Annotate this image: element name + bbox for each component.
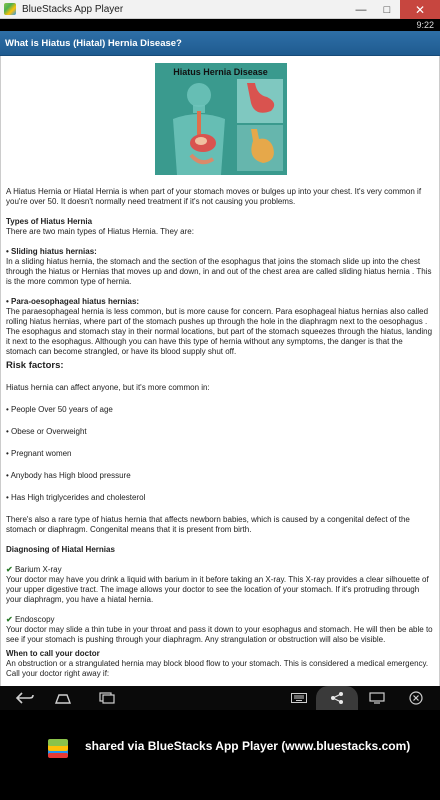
android-status-bar (0, 19, 440, 31)
intro-paragraph: A Hiatus Hernia or Hiatal Hernia is when part of your stomach moves or bulges up into your chest. It's very common if you're over 50. It doesn't normally need treatment if it's not causing you problems. (6, 187, 422, 206)
endoscopy-heading-label: Endoscopy (14, 615, 55, 624)
call-doctor-text: An obstruction or a strangulated hernia may block blood flow to your stomach. This is considered a medical emergency. Call your doctor right away if: (6, 659, 429, 678)
close-button[interactable]: ✕ (400, 0, 440, 19)
endoscopy-text: Your doctor may slide a thin tube in your throat and pass it down to your esophagus and stomach. He will then be able to see if your stomach is pushing through your diaphragm. Any strangulation or obstruction will also be visible. (6, 625, 433, 644)
check-icon: ✔ (6, 565, 13, 574)
illustration-title: Hiatus Hernia Disease (173, 67, 268, 77)
barium-heading (6, 565, 435, 575)
endoscopy-heading (6, 615, 435, 625)
barium-heading-label: Barium X-ray (14, 565, 62, 574)
para-heading: • Para-oesophageal hiatus hernias: (6, 297, 140, 306)
risk-item: • Pregnant women (6, 449, 72, 458)
barium-text: Your doctor may have you drink a liquid with barium in it before taking an X-ray. This X-ray provides a clear silhouette of your upper digestive tract. The image allows your doctor to see the location of your stomach. If it's protruding through your diaphragm, you have a hiatal hernia. (6, 575, 429, 604)
window-titlebar (0, 0, 440, 19)
close-circle-icon[interactable] (404, 686, 428, 710)
sliding-heading: • Sliding hiatus hernias: (6, 247, 97, 256)
window-title: BlueStacks App Player (22, 3, 124, 15)
shared-via-text: shared via BlueStacks App Player (www.bluestacks.com) (85, 739, 411, 753)
back-icon[interactable] (10, 686, 40, 710)
screen-icon[interactable] (364, 686, 390, 710)
risk-item: • Anybody has High blood pressure (6, 471, 131, 480)
keyboard-icon[interactable] (286, 686, 312, 710)
article-scroll-view[interactable] (0, 56, 440, 686)
recent-apps-icon[interactable] (92, 686, 122, 710)
rare-type-paragraph: There's also a rare type of hiatus hernia that affects newborn babies, which is caused by a congenital defect of the stomach or diaphragm. Congenital means that it is present from birth. (6, 515, 410, 534)
risk-item: • Obese or Overweight (6, 427, 87, 436)
types-intro: There are two main types of Hiatus Hernia. They are: (6, 227, 194, 236)
android-nav-bar (0, 686, 440, 710)
types-heading: Types of Hiatus Hernia (6, 217, 93, 226)
risk-item: • People Over 50 years of age (6, 405, 113, 414)
share-footer (0, 710, 440, 800)
minimize-button[interactable]: — (355, 3, 367, 16)
sliding-text: In a sliding hiatus hernia, the stomach and the section of the esophagus that joins the stomach slide up into the chest through the hiatus or Hernias that moves up and down, in and out of the chest area are called sliding hiatus hernia . This is the more common type of hernia. (6, 257, 432, 286)
status-time: 9:22 (416, 20, 434, 30)
hernia-illustration (155, 63, 287, 175)
check-icon: ✔ (6, 615, 13, 624)
bluestacks-logo-icon (45, 735, 71, 761)
call-doctor-heading: When to call your doctor (6, 649, 100, 658)
share-icon[interactable] (324, 686, 350, 710)
home-icon[interactable] (48, 686, 78, 710)
body-anatomy-graphic (155, 63, 287, 175)
diagnosing-heading: Diagnosing of Hiatal Hernias (6, 545, 115, 554)
risk-heading: Risk factors: (6, 360, 64, 371)
app-action-bar (0, 31, 440, 56)
risk-intro: Hiatus hernia can affect anyone, but it's more common in: (6, 383, 210, 392)
maximize-button[interactable]: □ (383, 3, 391, 16)
bluestacks-app-icon (4, 3, 16, 15)
window-controls (348, 0, 440, 19)
para-text: The paraesophageal hernia is less common, but is more cause for concern. Para esophageal hiatus hernias also called rolling hiatus hernias, where part of the stomach pushes up through the hole in the diaphragm next to the oesophagus . The esophagus and stomach stay in their normal locations, but part of the stomach squeezes through the hiatus, landing it next to the esophagus. Although you can have this type of hernia without any symptoms, the danger is that the stomach can become strangled, or have its blood supply shut off. (6, 307, 433, 356)
page-title: What is Hiatus (Hiatal) Hernia Disease? (5, 38, 182, 49)
risk-item: • Has High triglycerides and cholesterol (6, 493, 146, 502)
